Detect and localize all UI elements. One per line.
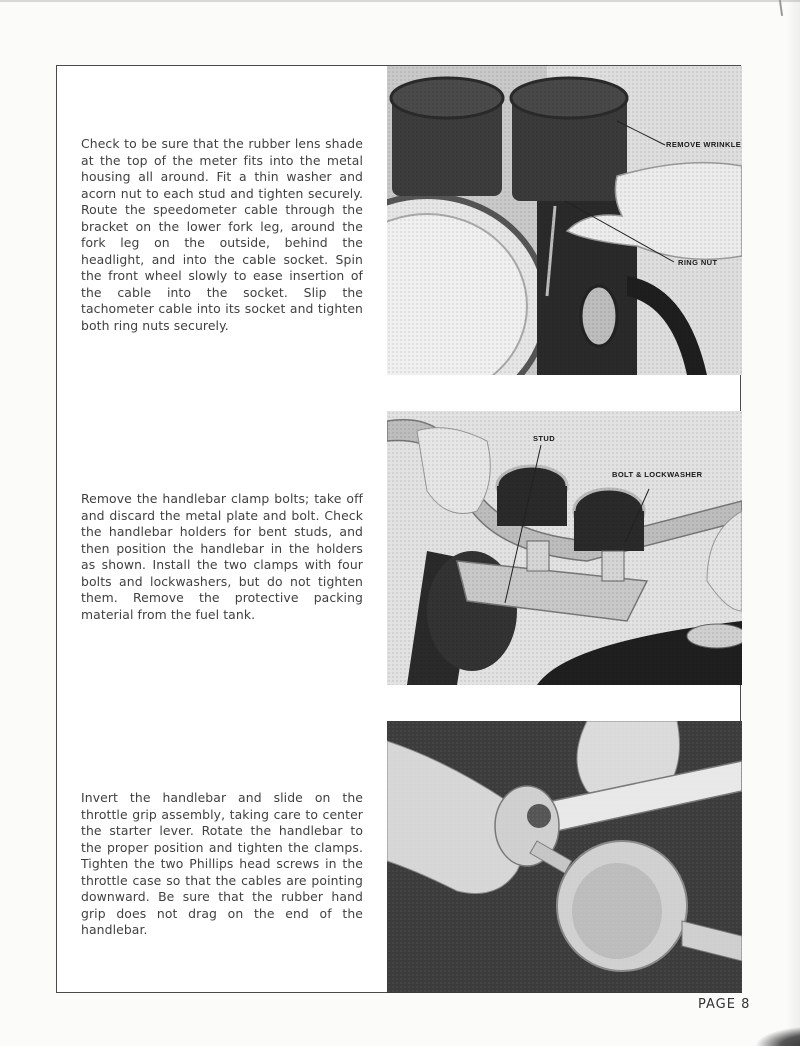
photo-meters-ring-nut bbox=[387, 66, 742, 375]
callout-ring-nut: RING NUT bbox=[678, 258, 718, 267]
instruction-text-1: Check to be sure that the rubber lens shade at the top of the meter fits into the metal housing all around. Fit a thin washer and acorn nut to each stud and tighten securely. Route the speedometer cable through the bracket on the lower fork leg, around the fork leg on the outside, behind the headlight, and into the cable socket. Spin the front wheel slowly to ease insertion of the cable into the socket. Slip the tachometer cable into its socket and tighten both ring nuts securely. bbox=[81, 136, 363, 333]
scan-corner-mark bbox=[779, 0, 783, 16]
callout-stud: STUD bbox=[533, 434, 556, 443]
scan-edge-shadow bbox=[786, 0, 800, 1040]
page-curl-shadow bbox=[755, 1026, 800, 1046]
photo-handlebar-clamps bbox=[387, 411, 742, 685]
instruction-text-3: Invert the handlebar and slide on the throttle grip assembly, taking care to center the starter lever. Rotate the handlebar to the proper position and tighten the clamps. Tighten the two Phillips head screws in the throttle case so that the cables are pointing downward. Be sure that the rubber hand grip does not drag on the end of the handlebar. bbox=[81, 790, 363, 937]
callout-bolt-lockwasher: BOLT & LOCKWASHER bbox=[612, 470, 703, 479]
page-top-edge bbox=[0, 0, 800, 2]
photo-throttle-grip bbox=[387, 721, 742, 993]
callout-remove-wrinkle: REMOVE WRINKLE bbox=[666, 140, 742, 149]
page-number: PAGE 8 bbox=[698, 997, 751, 1012]
instruction-text-2: Remove the handlebar clamp bolts; take off and discard the metal plate and bolt. Check the handlebar holders for bent studs, and then position the handlebar in the holders as shown. Install the two clamps with four bolts and lockwashers, but do not tighten them. Remove the protective packing material from the fuel tank. bbox=[81, 491, 363, 622]
